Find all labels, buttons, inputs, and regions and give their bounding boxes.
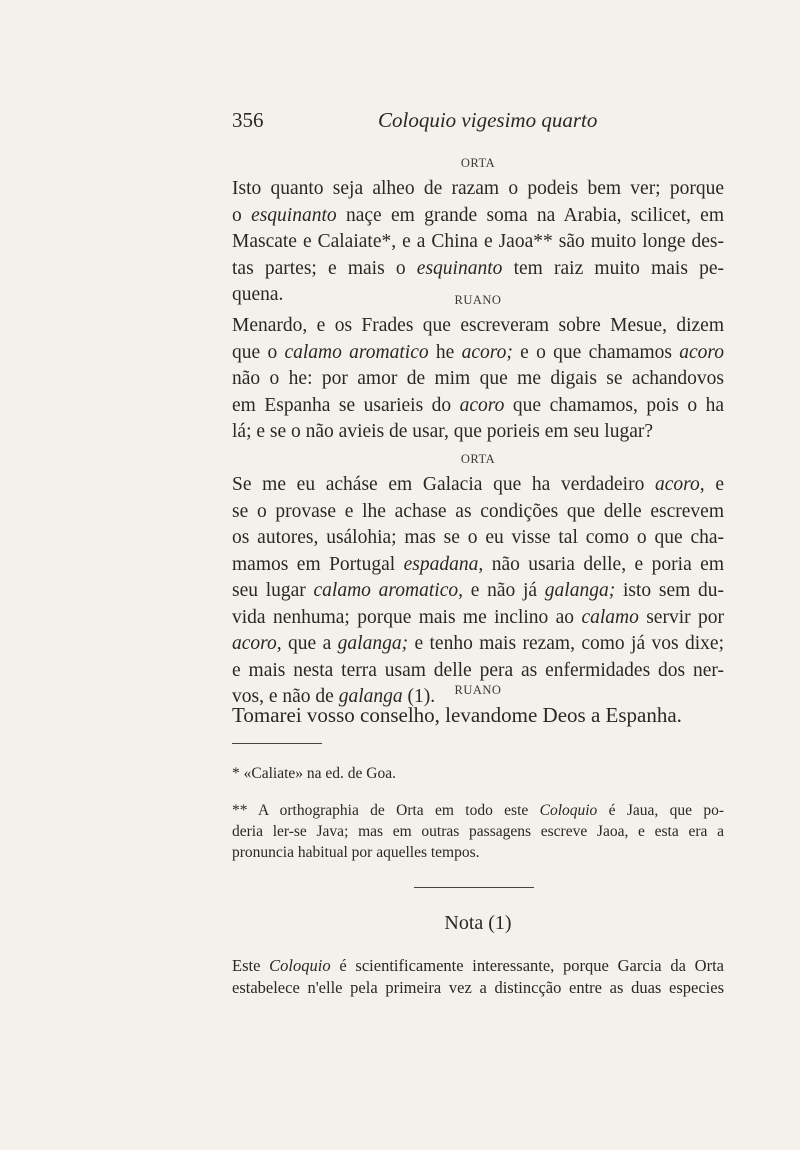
italic-term: esquinanto xyxy=(416,257,503,279)
italic-term: esquinanto xyxy=(251,204,337,226)
page-header xyxy=(232,108,732,140)
text-run: * «Caliate» na ed. de Goa. xyxy=(232,765,396,782)
italic-term: calamo aromatico xyxy=(284,341,429,363)
italic-term: calamo xyxy=(581,606,639,628)
text-run: Tomarei vosso conselho, levandome Deos a Espanha. xyxy=(232,703,682,727)
text-line xyxy=(232,658,724,685)
italic-term: galanga; xyxy=(337,633,409,654)
text-run: se o provase e lhe achase as condições que delle escrevem xyxy=(232,500,724,522)
note-body xyxy=(232,955,724,999)
speaker-label-ruano: RUANO xyxy=(454,683,502,697)
text-run: vida nenhuma; porque mais me inclino ao xyxy=(232,606,582,628)
text-line xyxy=(232,631,724,658)
text-line xyxy=(232,499,724,526)
text-run: tem raiz muito mais pe- xyxy=(502,257,724,279)
text-line xyxy=(232,763,724,784)
text-run: Se me eu acháse em Galacia que ha verdadeiro xyxy=(232,474,656,495)
dialogue-paragraph-orta-1 xyxy=(232,176,724,309)
text-run: Este xyxy=(232,956,270,975)
text-line xyxy=(232,176,724,203)
text-line xyxy=(232,977,724,999)
text-line xyxy=(232,702,724,729)
text-line xyxy=(232,525,724,552)
italic-term: galanga xyxy=(338,686,403,707)
text-run: é Jaua, que po- xyxy=(597,802,724,819)
text-run: que a xyxy=(281,633,338,654)
speaker-label-ruano: RUANO xyxy=(454,293,502,307)
text-run: é scientificamente interessante, porque Garcia da Orta xyxy=(330,956,724,975)
text-run: Mascate e Calaiate*, e a China e Jaoa** são muito longe des- xyxy=(232,231,724,252)
text-line xyxy=(232,340,724,367)
text-run: (1). xyxy=(402,686,436,707)
text-line xyxy=(232,256,724,283)
text-line xyxy=(232,605,724,632)
text-line xyxy=(232,313,724,340)
text-line xyxy=(232,229,724,256)
footnote-1 xyxy=(232,763,724,784)
dialogue-paragraph-ruano-1 xyxy=(232,313,724,446)
text-line xyxy=(232,203,724,230)
text-run: ** A orthographia de Orta em todo este xyxy=(232,802,540,819)
text-run: Menardo, e os Frades que escreveram sobre Mesue, dizem xyxy=(232,315,724,336)
italic-term: espadana, xyxy=(403,553,484,575)
speaker-label-orta: ORTA xyxy=(460,452,496,466)
italic-term: galanga; xyxy=(544,580,616,601)
footnote-separator xyxy=(232,743,322,744)
italic-term: Coloquio xyxy=(539,802,598,819)
section-divider xyxy=(414,887,534,888)
running-head: Coloquio vigesimo quarto xyxy=(378,108,598,132)
italic-term: acoro; xyxy=(461,341,513,363)
text-run: deria ler-se Java; mas em outras passagens escreve Jaoa, e esta era a xyxy=(232,823,724,840)
text-run: seu lugar xyxy=(232,580,314,601)
text-line xyxy=(232,578,724,605)
italic-term: calamo aromatico, xyxy=(313,580,463,601)
text-run: quena. xyxy=(232,284,284,305)
text-line xyxy=(232,472,724,499)
text-run: em Espanha se usarieis do xyxy=(232,394,460,416)
italic-term: Coloquio xyxy=(269,956,331,975)
footnote-2 xyxy=(232,800,724,863)
text-line xyxy=(232,393,724,420)
text-run: e mais nesta terra usam delle pera as enfermidades dos ner- xyxy=(232,659,724,681)
text-run: o xyxy=(232,204,252,226)
text-line xyxy=(232,821,724,842)
text-run: isto sem du- xyxy=(615,580,724,601)
text-line xyxy=(232,419,724,446)
italic-term: acoro xyxy=(679,341,725,363)
text-run: servir por xyxy=(638,606,724,628)
text-run: estabelece n'elle pela primeira vez a distincção entre as duas especies xyxy=(232,978,724,997)
italic-term: acoro, xyxy=(232,633,282,654)
text-line xyxy=(232,955,724,977)
text-run: e tenho mais rezam, como já vos dixe; xyxy=(408,633,724,654)
italic-term: acoro, xyxy=(655,474,705,495)
text-run: os autores, usálohia; mas se o eu visse tal como o que cha- xyxy=(232,527,724,548)
text-run: não usaria delle, e poria em xyxy=(483,553,725,575)
text-line xyxy=(232,366,724,393)
text-run: não o he: por amor de mim que me digais se achandovos xyxy=(232,368,724,389)
dialogue-paragraph-orta-2 xyxy=(232,472,724,711)
text-run: tas partes; e mais o xyxy=(232,257,417,279)
text-run: pronuncia habitual por aquelles tempos. xyxy=(232,844,480,861)
page-number: 356 xyxy=(232,108,264,132)
text-run: e xyxy=(704,474,724,495)
text-run: vos, e não de xyxy=(232,686,339,707)
text-line xyxy=(232,552,724,579)
text-run: que o xyxy=(232,341,285,363)
text-run: mamos em Portugal xyxy=(232,553,404,575)
dialogue-paragraph-ruano-2 xyxy=(232,702,724,729)
text-run: que chamamos, pois o ha xyxy=(504,394,724,416)
text-line xyxy=(232,800,724,821)
text-run: e não já xyxy=(462,580,545,601)
text-run: he xyxy=(428,341,462,363)
text-run: lá; e se o não avieis de usar, que porieis em seu lugar? xyxy=(232,421,654,442)
text-line xyxy=(232,842,724,863)
text-run: e o que chamamos xyxy=(512,341,680,363)
text-run: Isto quanto seja alheo de razam o podeis bem ver; porque xyxy=(232,178,724,199)
speaker-label-orta: ORTA xyxy=(460,156,496,170)
note-heading: Nota (1) xyxy=(444,912,512,934)
text-run: naçe em grande soma na Arabia, scilicet, em xyxy=(336,204,725,226)
italic-term: acoro xyxy=(459,394,505,416)
